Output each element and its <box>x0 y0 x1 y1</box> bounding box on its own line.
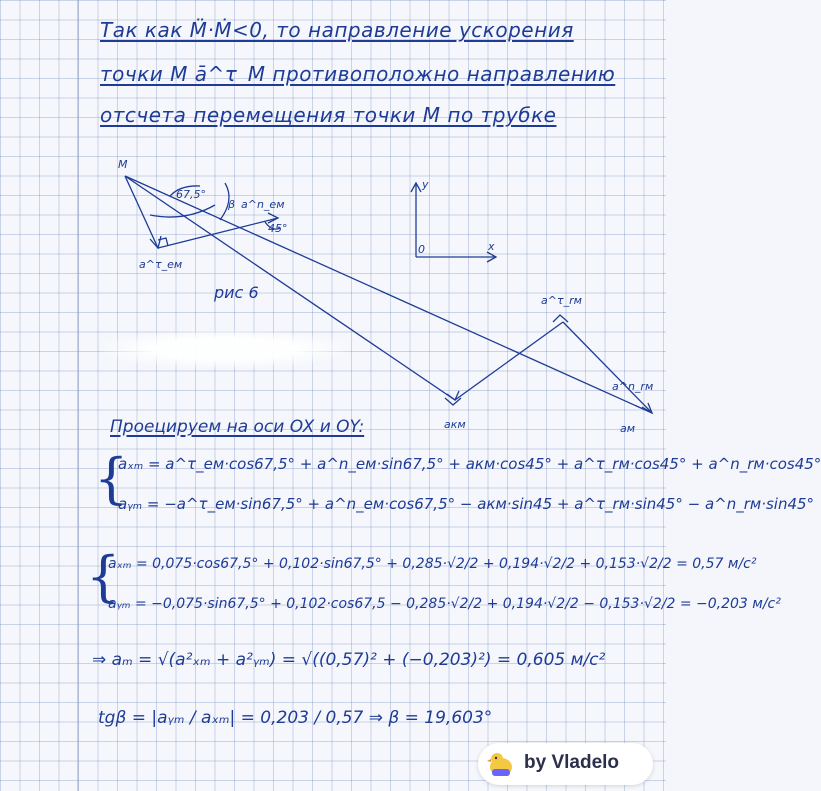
label-a-m: aм <box>620 422 636 435</box>
label-beta: β <box>228 198 236 211</box>
result-beta: tgβ = |aᵧₘ / aₓₘ| = 0,203 / 0,57 ⇒ β = 19,603° <box>98 708 493 728</box>
label-angle-45: 45° <box>268 222 288 235</box>
watermark-text: by Vladelo <box>524 752 620 773</box>
label-point-m: M <box>118 158 128 171</box>
duck-logo-icon <box>486 749 516 779</box>
label-angle-67: 67,5° <box>176 188 206 201</box>
brace-symbolic: { <box>94 447 129 510</box>
statement-line-1: Так как M̈·Ṁ<0, то направление ускорения <box>100 18 574 42</box>
equation-aym-symbolic: aᵧₘ = −a^τ_eм·sin67,5° + a^n_eм·cos67,5° − aкм·sin45 + a^τ_rм·sin45° − a^n_rм·sin45° <box>118 495 815 513</box>
label-a-et: a^τ_eм <box>139 258 183 271</box>
result-acceleration: ⇒ aₘ = √(a²ₓₘ + a²ᵧₘ) = √((0,57)² + (−0,203)²) = 0,605 м/с² <box>92 650 606 670</box>
equation-axm-symbolic: aₓₘ = a^τ_eм·cos67,5° + a^n_eм·sin67,5° + aкм·cos45° + a^τ_rм·cos45° + a^n_rм·cos45° <box>118 455 821 473</box>
brace-numeric: { <box>86 545 121 608</box>
projection-heading: Проецируем на оси OX и OY: <box>110 417 365 437</box>
equation-aym-numeric: aᵧₘ = −0,075·sin67,5° + 0,102·cos67,5 − 0,285·√2/2 + 0,194·√2/2 − 0,153·√2/2 = −0,203 м/с² <box>108 596 781 612</box>
statement-line-2: точки M ā^τ_M противоположно направлению <box>100 62 616 86</box>
watermark-badge <box>478 743 653 785</box>
label-a-rt: a^τ_rм <box>541 294 582 307</box>
label-origin: 0 <box>418 243 425 256</box>
equation-axm-numeric: aₓₘ = 0,075·cos67,5° + 0,102·sin67,5° + 0,285·√2/2 + 0,194·√2/2 + 0,153·√2/2 = 0,57 м/с² <box>108 556 757 572</box>
figure-caption: рис 6 <box>214 283 259 302</box>
statement-line-3: отсчета перемещения точки M по трубке <box>100 103 557 127</box>
label-a-en: a^n_eм <box>241 198 285 211</box>
label-a-rn: a^n_rм <box>612 380 654 393</box>
label-axis-x: x <box>488 240 495 253</box>
erased-area <box>100 330 350 368</box>
label-axis-y: y <box>422 178 429 191</box>
label-a-km: aкм <box>444 418 466 431</box>
